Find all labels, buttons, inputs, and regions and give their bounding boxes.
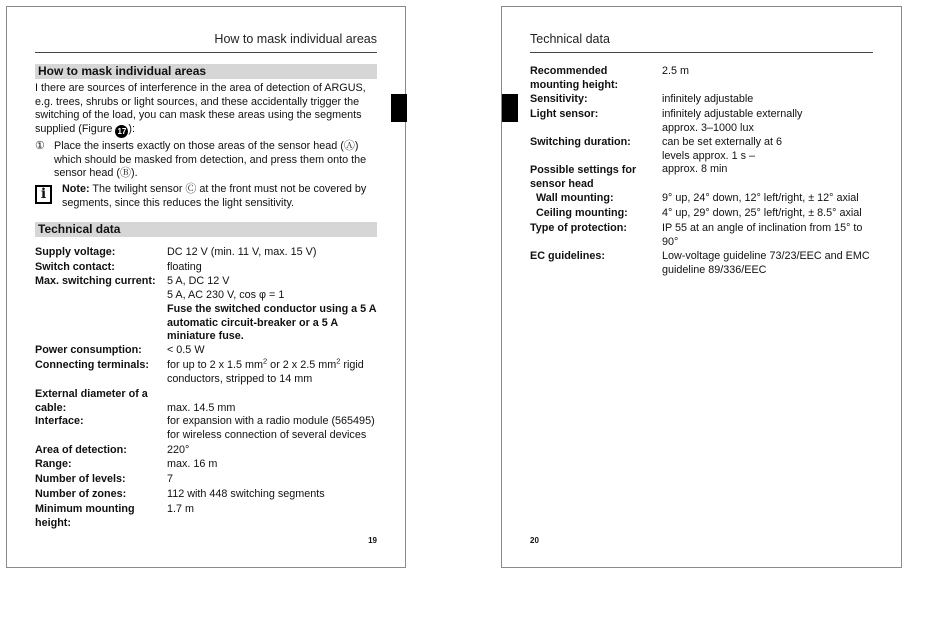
value: IP 55 at an angle of inclination from 15° to 90°	[662, 222, 863, 248]
label: EC guidelines:	[530, 250, 605, 262]
header-rule	[530, 52, 873, 53]
row-interface	[35, 415, 381, 443]
right-page	[501, 6, 902, 568]
step-1	[35, 140, 381, 182]
value: 220°	[167, 444, 190, 456]
note-text-a: The twilight sensor	[92, 183, 183, 195]
step-text-b: ) which should be masked from detection, and press them onto the sensor head (	[54, 140, 367, 180]
row-switching-duration	[530, 136, 877, 176]
value: Low-voltage guideline 73/23/EEC and EMC guideline 89/336/EEC	[662, 250, 870, 276]
label: Minimum mounting height:	[35, 503, 135, 529]
note-text-b: at the front must not be covered by segments, since this reduces the light sensitivity.	[62, 183, 367, 209]
value-c: rigid conductors, stripped to 14 mm	[167, 359, 364, 385]
row-minimum-mounting-height	[35, 503, 381, 531]
value	[167, 356, 381, 386]
label: Ceiling mounting:	[536, 207, 628, 219]
marker-c: Ⓒ	[185, 183, 197, 195]
label: Area of detection:	[35, 444, 127, 456]
value: < 0.5 W	[167, 344, 205, 356]
running-head: How to mask individual areas	[214, 32, 377, 46]
value: 7	[167, 473, 174, 485]
note-text	[62, 183, 381, 210]
label: Switch contact:	[35, 261, 115, 273]
value: Fuse the switched conductor using a 5 A automatic circuit-breaker or a 5 A miniature fuse.	[167, 303, 377, 343]
label: Range:	[35, 458, 72, 470]
thumb-tab-marker	[391, 94, 407, 122]
value: 9° up, 24° down, 12° left/right, ± 12° axial	[662, 192, 859, 204]
label: Light sensor:	[530, 108, 599, 120]
label: Switching duration:	[530, 136, 631, 148]
value: max. 14.5 mm	[167, 401, 236, 414]
value: 112 with 448 switching segments	[167, 488, 325, 500]
label: External diameter of a cable:	[35, 388, 148, 414]
step-text-c: ).	[131, 167, 138, 180]
value: 1.7 m	[167, 503, 195, 515]
superscript: 2	[263, 356, 268, 366]
value: 5 A, DC 12 V	[167, 275, 230, 287]
row-type-of-protection	[530, 222, 877, 250]
row-ec-guidelines	[530, 250, 877, 278]
marker-b: Ⓑ	[120, 167, 132, 180]
value: 5 A, AC 230 V, cos φ = 1	[167, 289, 285, 301]
marker-a: Ⓐ	[343, 140, 355, 152]
row-possible-settings	[530, 164, 877, 192]
superscript: 2	[336, 356, 341, 366]
thumb-tab-marker	[502, 94, 518, 122]
label: Power consumption:	[35, 344, 142, 356]
section-heading-technical: Technical data	[35, 222, 377, 237]
row-connecting-terminals	[35, 356, 381, 387]
left-page	[6, 6, 406, 568]
row-light-sensor	[530, 108, 877, 136]
label: Number of zones:	[35, 488, 127, 500]
label: Number of levels:	[35, 473, 126, 485]
value-a: for up to 2 x 1.5 mm	[167, 359, 264, 371]
label: Max. switching current:	[35, 275, 156, 287]
value: DC 12 V (min. 11 V, max. 15 V)	[167, 246, 317, 258]
value: 4° up, 29° down, 25° left/right, ± 8.5° axial	[662, 207, 862, 219]
label: Type of protection:	[530, 222, 627, 234]
info-icon: i	[35, 185, 52, 204]
value: infinitely adjustable externally approx. 3–1000 lux	[662, 108, 803, 134]
step-text	[54, 140, 381, 181]
header-rule	[35, 52, 377, 53]
step-number: ①	[35, 140, 45, 152]
intro-end: ):	[128, 122, 136, 135]
value: floating	[167, 261, 202, 273]
label: Interface:	[35, 415, 84, 427]
label: Possible settings for sensor head	[530, 164, 637, 190]
note-box	[35, 183, 381, 213]
step-text-a: Place the inserts exactly on those areas of the sensor head (	[54, 140, 344, 152]
label: Wall mounting:	[536, 192, 614, 204]
row-fuse-note	[35, 303, 381, 345]
label: Supply voltage:	[35, 246, 116, 258]
running-head: Technical data	[530, 32, 610, 46]
value: for expansion with a radio module (565495) for wireless connection of several devices	[167, 415, 375, 441]
figure-ref-badge: 17	[115, 125, 128, 138]
intro-text: I there are sources of interference in the area of detection of ARGUS, e.g. trees, shrubs or light sources, and these accidentally trigger the switching of the load, you can mask these areas using the segments supplied (Figure	[35, 82, 366, 135]
value-b: or 2 x 2.5 mm	[267, 359, 337, 371]
row-recommended-mounting-height	[530, 65, 877, 93]
value: can be set externally at 6 levels approx. 1 s – approx. 8 min	[662, 136, 783, 176]
page-number: 20	[530, 536, 539, 545]
row-external-diameter	[35, 388, 381, 416]
value: 2.5 m	[662, 65, 690, 77]
page-number: 19	[368, 536, 377, 545]
section-heading-masking: How to mask individual areas	[35, 64, 377, 79]
label: Recommended mounting height:	[530, 65, 619, 91]
value: infinitely adjustable	[662, 93, 754, 105]
label: Sensitivity:	[530, 93, 588, 105]
value: max. 16 m	[167, 458, 218, 470]
intro-paragraph	[35, 82, 381, 138]
label: Connecting terminals:	[35, 359, 149, 371]
note-label: Note:	[62, 183, 90, 195]
